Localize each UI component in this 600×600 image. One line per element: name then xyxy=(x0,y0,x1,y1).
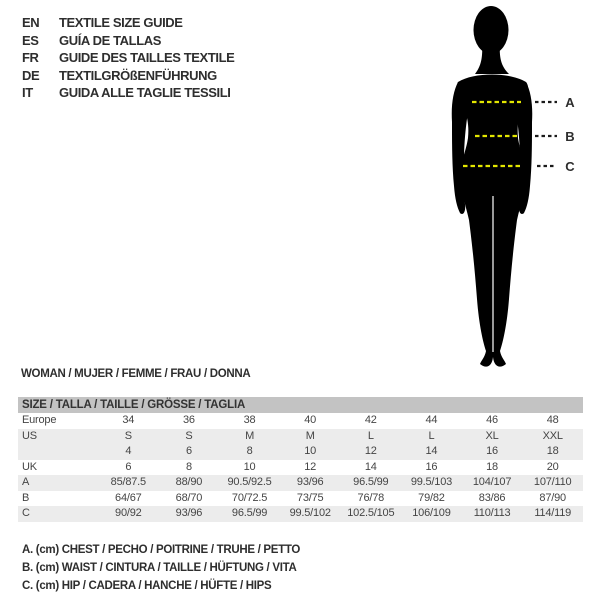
size-value-cell: 76/78 xyxy=(357,491,385,504)
size-value-cell: 99.5/102 xyxy=(289,507,331,519)
row-label xyxy=(18,444,98,460)
size-table-row xyxy=(18,506,583,522)
size-value-cell: 48 xyxy=(546,414,559,426)
size-value-cell: M xyxy=(245,429,255,442)
row-label: B xyxy=(22,491,30,504)
language-code: ES xyxy=(22,32,39,48)
size-value-cell: 46 xyxy=(486,414,498,426)
size-value-cell: 68/70 xyxy=(175,491,203,504)
language-code: DE xyxy=(22,67,40,83)
size-value-cell: 34 xyxy=(122,414,135,426)
size-value-cell: S xyxy=(185,429,193,442)
size-table-row xyxy=(18,444,583,460)
size-value-cell: 20 xyxy=(546,460,559,473)
size-value-cell: 38 xyxy=(243,414,256,426)
size-value-cell: 99.5/103 xyxy=(410,476,453,488)
size-value-cell: 14 xyxy=(364,460,377,473)
size-value-cell: 4 xyxy=(125,445,132,457)
size-table-body xyxy=(18,413,583,522)
language-row xyxy=(22,49,234,67)
size-value-cell: 44 xyxy=(425,414,438,426)
size-value-cell: 8 xyxy=(185,460,192,473)
size-table-header: SIZE / TALLA / TAILLE / GRÖSSE / TAGLIA xyxy=(18,397,583,413)
guide-title: GUÍA DE TALLAS xyxy=(59,32,162,48)
measure-label-hip: C xyxy=(565,159,575,174)
language-code: FR xyxy=(22,50,39,65)
size-value-cell: 73/75 xyxy=(296,491,324,504)
size-value-cell: 107/110 xyxy=(533,476,572,488)
row-label: Europe xyxy=(22,414,57,426)
woman-silhouette-figure xyxy=(430,0,600,380)
size-value-cell: 70/72.5 xyxy=(231,491,268,504)
size-value-cell: 42 xyxy=(364,414,377,426)
size-value-cell: 104/107 xyxy=(472,476,512,488)
size-value-cell: 16 xyxy=(425,460,438,473)
size-value-cell: 12 xyxy=(364,445,377,457)
size-value-cell: 93/96 xyxy=(296,476,324,488)
size-value-cell: 10 xyxy=(243,460,256,473)
guide-title: TEXTILGRÖßENFÜHRUNG xyxy=(59,67,217,83)
legend-waist: B. (cm) WAIST / CINTURA / TAILLE / HÜFTUNG / VITA xyxy=(22,562,297,574)
language-code: EN xyxy=(22,15,40,30)
measure-label-waist: B xyxy=(565,129,575,144)
language-title-block xyxy=(22,14,234,102)
size-value-cell: 102.5/105 xyxy=(347,507,395,519)
size-value-cell: XL xyxy=(485,429,499,442)
size-value-cell: L xyxy=(367,429,374,442)
size-value-cell: 18 xyxy=(486,460,498,473)
size-value-cell: 83/86 xyxy=(478,491,506,504)
size-value-cell: 10 xyxy=(304,445,317,457)
guide-title: GUIDE DES TAILLES TEXTILE xyxy=(59,50,235,65)
guide-title: GUIDA ALLE TAGLIE TESSILI xyxy=(59,85,231,100)
size-value-cell: XXL xyxy=(542,429,563,442)
size-value-cell: 36 xyxy=(183,414,195,426)
size-value-cell: 16 xyxy=(486,445,498,457)
size-value-cell: 87/90 xyxy=(539,491,566,504)
size-value-cell: 90.5/92.5 xyxy=(227,476,272,488)
guide-title: TEXTILE SIZE GUIDE xyxy=(59,15,183,30)
size-table-row xyxy=(18,491,583,507)
size-value-cell: 18 xyxy=(546,445,559,457)
size-value-cell: 110/113 xyxy=(473,507,511,519)
row-label: US xyxy=(22,429,37,442)
size-value-cell: 6 xyxy=(185,445,192,457)
size-value-cell: 90/92 xyxy=(115,507,142,519)
row-label: C xyxy=(22,507,30,519)
size-value-cell: M xyxy=(305,429,315,442)
size-value-cell: 12 xyxy=(304,460,317,473)
size-value-cell: 106/109 xyxy=(412,507,451,519)
size-value-cell: 14 xyxy=(425,445,438,457)
size-value-cell: 6 xyxy=(125,460,132,473)
size-value-cell: L xyxy=(428,429,435,442)
language-row xyxy=(22,84,234,102)
size-table-row xyxy=(18,460,583,476)
language-row xyxy=(22,67,234,85)
legend-chest: A. (cm) CHEST / PECHO / POITRINE / TRUHE / PETTO xyxy=(22,544,301,556)
legend-hip: C. (cm) HIP / CADERA / HANCHE / HÜFTE / HIPS xyxy=(22,580,272,592)
size-table-row xyxy=(18,413,583,429)
row-label: UK xyxy=(22,460,37,473)
language-row xyxy=(22,14,234,32)
size-value-cell: 96.5/99 xyxy=(353,476,389,488)
size-value-cell: 88/90 xyxy=(175,476,203,488)
size-value-cell: 64/67 xyxy=(115,491,142,504)
size-value-cell: 96.5/99 xyxy=(231,507,268,519)
measurement-legend xyxy=(22,541,300,595)
size-table xyxy=(18,397,583,522)
size-value-cell: 114/119 xyxy=(534,507,572,519)
size-table-row xyxy=(18,475,583,491)
measure-label-chest: A xyxy=(565,95,575,110)
language-code: IT xyxy=(22,85,33,100)
size-value-cell: 85/87.5 xyxy=(110,476,146,488)
size-value-cell: 93/96 xyxy=(175,507,203,519)
row-label: A xyxy=(22,476,30,488)
section-title: WOMAN / MUJER / FEMME / FRAU / DONNA xyxy=(21,368,251,380)
size-value-cell: 40 xyxy=(304,414,317,426)
size-value-cell: 8 xyxy=(246,445,253,457)
size-value-cell: 79/82 xyxy=(418,491,445,504)
size-value-cell: S xyxy=(124,429,132,442)
size-table-row xyxy=(18,429,583,445)
language-row xyxy=(22,32,234,50)
